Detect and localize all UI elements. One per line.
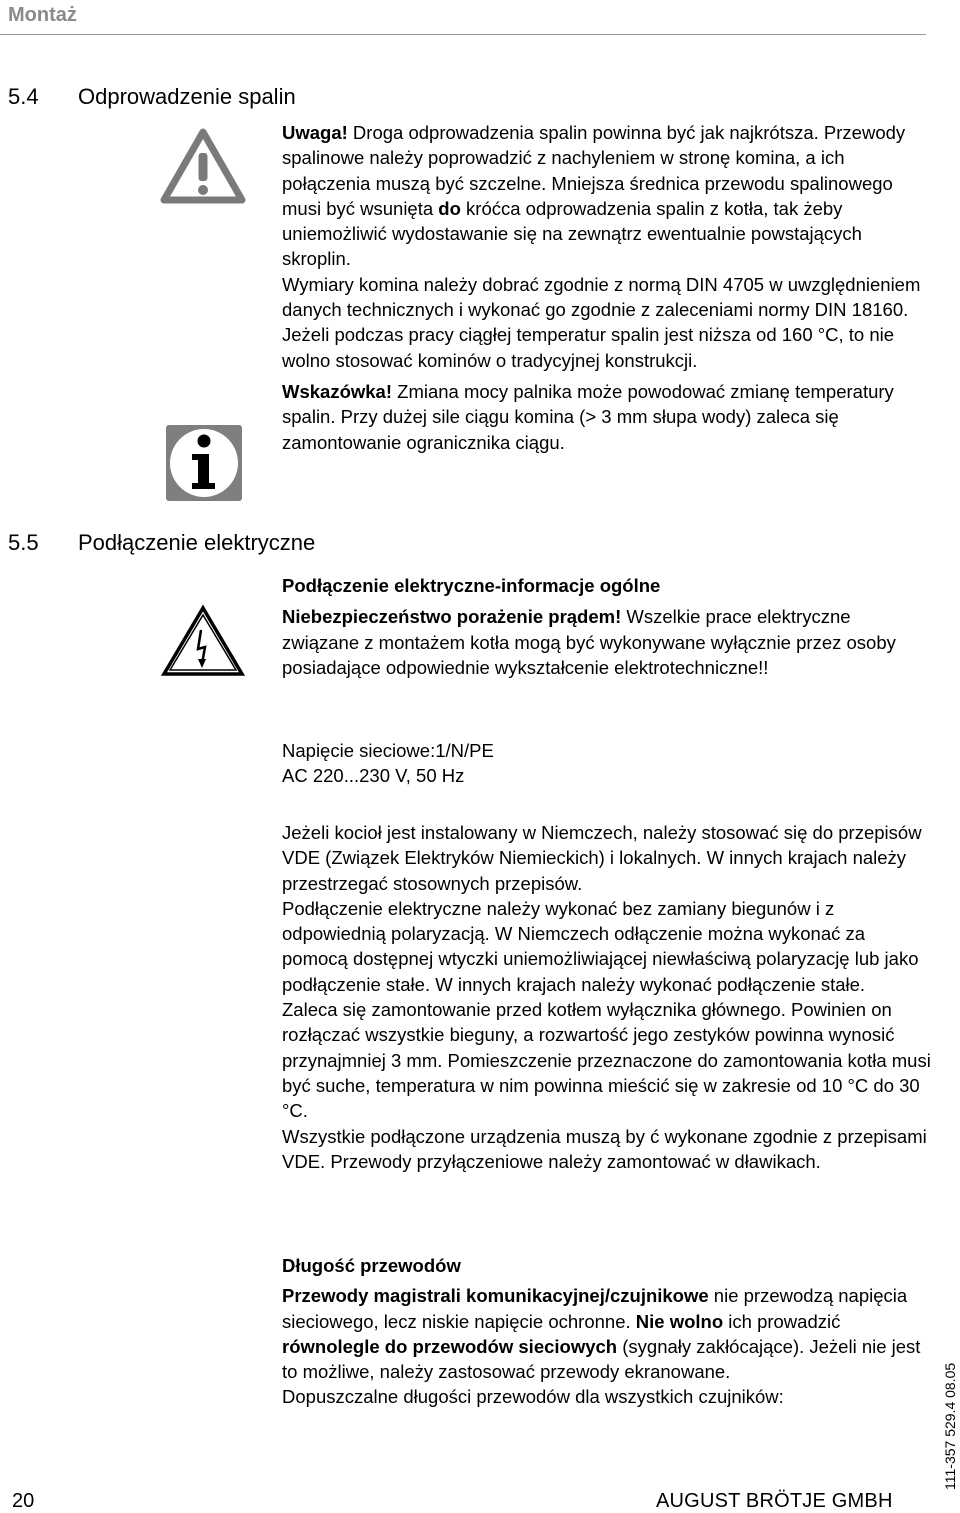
- regulations-paragraph: Jeżeli kocioł jest instalowany w Niemczech, należy stosować się do przepisów VDE (Związek Elektryków Niemieckich) i lokalnych. W innych krajach należy przestrzegać stosownych przepisów.: [282, 822, 922, 894]
- company-name: AUGUST BRÖTJE GMBH: [656, 1490, 893, 1512]
- electric-danger-paragraph: Niebezpieczeństwo porażenie prądem! Wszelkie prace elektryczne związane z montażem kotła mogą być wykonywane wyłącznie przez osoby posiadające odpowiednie wykształcenie elektrotechniczne!!: [282, 606, 896, 678]
- section-heading-5-5: [8, 530, 315, 556]
- electric-subtitle: Podłączenie elektryczne-informacje ogólne: [282, 575, 661, 596]
- chimney-dimensions-paragraph: Wymiary komina należy dobrać zgodnie z normą DIN 4705 w uwzględnieniem danych technicznych i wykonać go zgodnie z zaleceniami normy DIN 18160.: [282, 273, 921, 321]
- flue-gas-text: [282, 120, 932, 455]
- cable-length-text: [282, 1253, 932, 1410]
- cable-length-title: Długość przewodów: [282, 1255, 461, 1276]
- bus-cable-paragraph: Przewody magistrali komunikacyjnej/czujnikowe nie przewodzą napięcia sieciowego, lecz niskie napięcie ochronne. Nie wolno ich prowadzić równolegle do przewodów sieciowych (sygnały zakłócające). Jeżeli nie jest to możliwe, należy zastosować przewody ekranowane.: [282, 1285, 921, 1383]
- vde-paragraph: Wszystkie podłączone urządzenia muszą by ć wykonane zgodnie z przepisami VDE. Przewody przyłączeniowe należy zamontować w dławikach.: [282, 1125, 927, 1172]
- document-code: 111-357 529.4 08.05: [942, 1362, 958, 1490]
- flue-note-paragraph: Wskazówka! Zmiana mocy palnika może powodować zmianę temperatury spalin. Przy dużej sile ciągu komina (> 3 mm słupa wody) zaleca się zamontowanie ogranicznika ciągu.: [282, 380, 894, 453]
- running-title: Montaż: [8, 4, 77, 26]
- section-number: 5.5: [8, 530, 39, 555]
- section-number: 5.4: [8, 84, 39, 109]
- electric-hazard-icon: [160, 604, 246, 683]
- header-divider: [0, 34, 926, 35]
- flue-temperature-paragraph: Jeżeli podczas pracy ciągłej temperatur spalin jest niższa od 160 °C, to nie wolno stosować kominów o tradycyjnej konstrukcji.: [282, 324, 895, 371]
- warning-triangle-icon: [160, 128, 246, 209]
- section-heading-5-4: [8, 84, 296, 110]
- permitted-lengths-paragraph: Dopuszczalne długości przewodów dla wszystkich czujników:: [282, 1386, 784, 1408]
- main-switch-paragraph: Zaleca się zamontowanie przed kotłem wyłącznika głównego. Powinien on rozłączać wszystkie bieguny, a rozwartość jego zestyków powinna wynosić przynajmniej 3 mm. Pomieszczenie przeznaczone do zamontowania kotła musi być suche, temperatura w nim powinna mieścić się w zakresie od 10 °C do 30 °C.: [282, 999, 931, 1122]
- polarity-paragraph: Podłączenie elektryczne należy wykonać bez zamiany biegunów i z odpowiednią polaryzacją. W Niemczech odłączenie można wykonać za pomocą dostępnej wtyczki uniemożliwiającej niewłaściwą polaryzację lub jako podłączenie stałe. W innych krajach należy wykonać podłączenie stałe.: [282, 897, 919, 995]
- mains-voltage: Napięcie sieciowe:1/N/PE AC 220...230 V, 50 Hz: [282, 740, 494, 787]
- page-number: 20: [12, 1490, 35, 1512]
- section-title: Podłączenie elektryczne: [78, 530, 316, 555]
- electric-rules-text: [282, 820, 932, 1174]
- electric-intro-text: [282, 573, 932, 680]
- info-icon: [166, 425, 242, 506]
- flue-warning-paragraph: Uwaga! Droga odprowadzenia spalin powinna być jak najkrótsza. Przewody spalinowe należy poprowadzić z nachyleniem w stronę komina, a ich połączenia muszą być szczelne. Mniejsza średnica przewodu spalinowego musi być wsunięta do króćca odprowadzenia spalin z kotła, tak żeby uniemożliwić wydostawanie się na zewnątrz ewentualnie powstających skroplin.: [282, 122, 906, 270]
- section-title: Odprowadzenie spalin: [78, 84, 296, 109]
